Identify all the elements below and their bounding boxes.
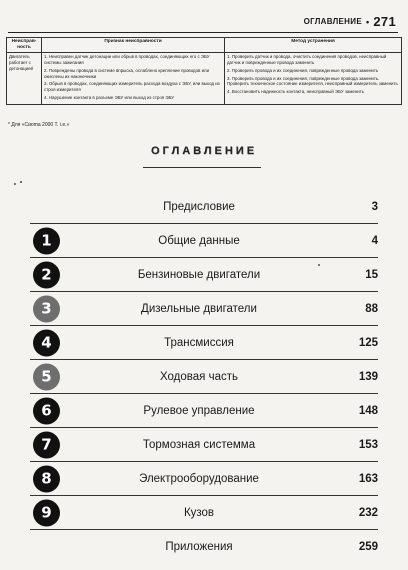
fault-cell: Двигатель работает с детонацией bbox=[7, 53, 42, 104]
toc-entry-page: 163 bbox=[358, 472, 378, 485]
toc-entry-page: 153 bbox=[358, 438, 378, 451]
symptom-item: 4. Нарушение контакта в разъеме ЭБУ или выход из строя ЭБУ bbox=[44, 94, 175, 100]
fault-col-header: Неисправ-ность bbox=[7, 38, 42, 53]
fault-table bbox=[6, 37, 402, 105]
remedy-item: 4. Восстановить надежность контакта, неисправный ЭБУ заменить bbox=[227, 89, 365, 95]
toc-entry-label: Ходовая часть bbox=[160, 370, 238, 383]
remedy-item: 2. Проверить провода и их соединения, поврежденные провода заменить bbox=[227, 67, 379, 73]
scan-speck bbox=[20, 181, 22, 183]
title-rule bbox=[143, 167, 261, 168]
toc-entry[interactable] bbox=[30, 190, 378, 224]
toc-entry[interactable] bbox=[30, 258, 378, 292]
remedy-cell bbox=[225, 53, 402, 104]
symptom-item: 3. Обрыв в проводах, соединяющих измеритель расхода воздуха с ЭБУ, или выход из строя измерителя bbox=[44, 81, 220, 93]
toc-entry-label: Тормозная системма bbox=[142, 438, 256, 451]
symptom-item: 1. Неисправен датчик детонации или обрыв в проводах, соединяющих его с ЭБУ системы зажигания bbox=[44, 54, 210, 66]
toc-entry[interactable] bbox=[30, 224, 378, 258]
symptom-cell bbox=[42, 53, 225, 104]
toc-entry-label: Дизельные двигатели bbox=[141, 302, 257, 315]
toc-entry-page: 259 bbox=[358, 540, 378, 553]
toc-entry-page: 232 bbox=[358, 506, 378, 519]
toc-entry-label: Бензиновые двигатели bbox=[137, 268, 261, 281]
symptom-item: 2. Повреждены провода в системе впрыска, ослаблено крепление проводов или окислены их наконечники bbox=[44, 67, 210, 79]
toc-entry[interactable] bbox=[30, 428, 378, 462]
toc-entry-label: Кузов bbox=[183, 506, 215, 519]
running-head-bullet: • bbox=[365, 16, 370, 27]
fault-table-header bbox=[7, 38, 402, 53]
header-rule bbox=[8, 32, 398, 33]
toc-entry[interactable] bbox=[30, 326, 378, 360]
chapter-number-badge: 5 bbox=[33, 363, 60, 390]
toc-entry-page: 125 bbox=[358, 336, 378, 349]
toc-entry-page: 88 bbox=[365, 302, 378, 315]
toc-entry-label: Трансмиссия bbox=[164, 336, 234, 349]
chapter-number-badge: 3 bbox=[33, 295, 60, 322]
scan-speck bbox=[14, 183, 16, 185]
toc-entry[interactable] bbox=[30, 530, 378, 563]
chapter-number-badge: 2 bbox=[33, 261, 60, 288]
toc-entry-page: 148 bbox=[358, 404, 378, 417]
chapter-number-badge: 1 bbox=[33, 227, 60, 254]
toc-entry[interactable] bbox=[30, 462, 378, 496]
toc-entry-page: 3 bbox=[371, 200, 378, 213]
toc-entry-label: Приложения bbox=[165, 540, 233, 553]
toc-entry[interactable] bbox=[30, 496, 378, 530]
footnote: * Для «Сиоma 2000 Т. i.e.» bbox=[8, 122, 70, 128]
chapter-number-badge: 4 bbox=[33, 329, 60, 356]
toc-entry-page: 15 bbox=[365, 268, 378, 281]
toc-entry-label: Электрооборудование bbox=[139, 472, 259, 485]
running-head bbox=[304, 14, 396, 29]
toc-entry-page: 4 bbox=[371, 234, 378, 247]
chapter-number-badge: 8 bbox=[33, 465, 60, 492]
running-head-section: ОГЛАВЛЕНИЕ bbox=[303, 17, 362, 26]
toc-entry[interactable] bbox=[30, 394, 378, 428]
page-number: 271 bbox=[373, 14, 396, 29]
toc-entry[interactable] bbox=[30, 360, 378, 394]
toc-title: ОГЛАВЛЕНИЕ bbox=[150, 145, 258, 157]
toc-entry-label: Предисловие bbox=[163, 200, 235, 213]
remedy-item: 1. Проверить датчик и провода, очистить соединения проводов, неисправный датчик и поврежденные провода заменить bbox=[227, 54, 387, 66]
chapter-number-badge: 6 bbox=[33, 397, 60, 424]
toc-list bbox=[30, 190, 378, 563]
chapter-number-badge: 7 bbox=[33, 431, 60, 458]
remedy-col-header: Метод устранения bbox=[225, 38, 402, 53]
table-row bbox=[7, 53, 402, 104]
symptom-col-header: Признак неисправности bbox=[42, 38, 225, 53]
toc-entry-page: 139 bbox=[358, 370, 378, 383]
remedy-item: 3. Проверить провода и их соединения, поврежденные провода заменить. Проверить техническое состояние измерителя, неисправный измеритель заменить bbox=[227, 75, 398, 87]
toc-entry-label: Общие данные bbox=[158, 234, 240, 247]
toc-entry-label: Рулевое управление bbox=[143, 404, 255, 417]
chapter-number-badge: 9 bbox=[33, 499, 60, 526]
toc-entry[interactable] bbox=[30, 292, 378, 326]
